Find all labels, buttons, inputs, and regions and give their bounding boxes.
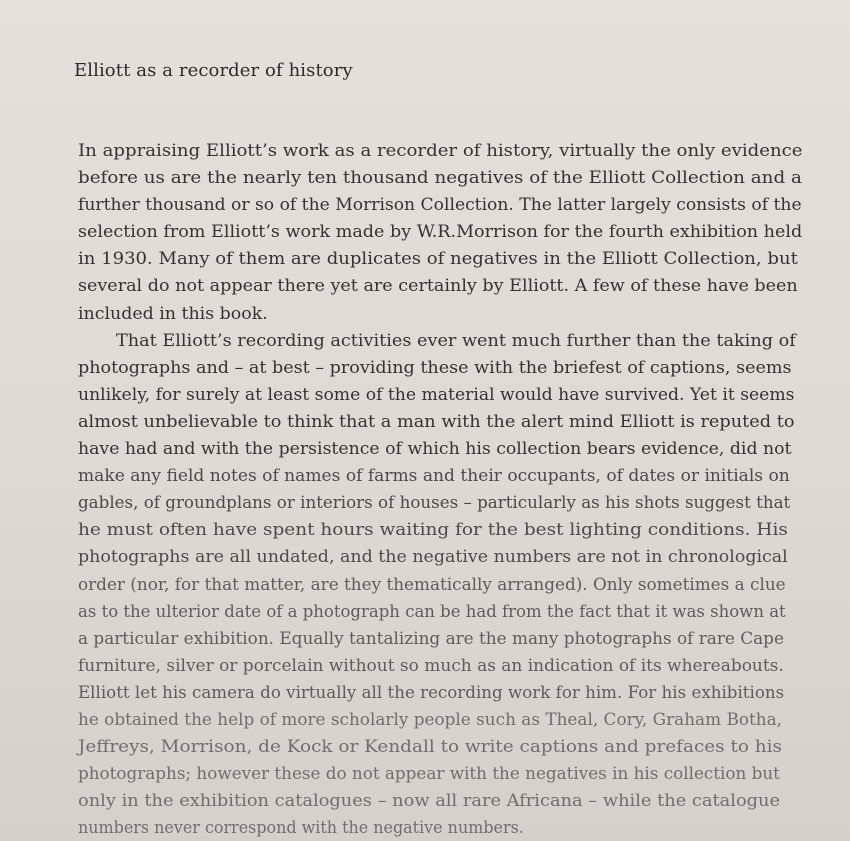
text-line: several do not appear there yet are certainly by Elliott. A few of these have been	[78, 276, 798, 297]
text-line: photographs and – at best – providing these with the briefest of captions, seems	[78, 357, 792, 378]
text-line: make any field notes of names of farms and their occupants, of dates or initials on	[78, 466, 790, 487]
text-line: have had and with the persistence of which his collection bears evidence, did not	[78, 439, 792, 460]
text-line: almost unbelievable to think that a man with the alert mind Elliott is reputed to	[78, 411, 795, 432]
text-line: Elliott let his camera do virtually all the recording work for him. For his exhibitions	[78, 682, 785, 703]
text-line: included in this book.	[78, 303, 268, 324]
text-line: In appraising Elliott’s work as a recorder of history, virtually the only evidence	[78, 141, 803, 161]
text-line: a particular exhibition. Equally tantalizing are the many photographs of rare Cape	[78, 628, 784, 649]
text-line: furniture, silver or porcelain without so much as an indication of its whereabouts.	[78, 655, 784, 676]
text-line: in 1930. Many of them are duplicates of negatives in the Elliott Collection, but	[78, 249, 798, 270]
body-text	[78, 138, 808, 841]
text-line: only in the exhibition catalogues – now all rare Africana – while the catalogue	[78, 791, 781, 812]
text-line: unlikely, for surely at least some of the material would have survived. Yet it seems	[78, 384, 795, 405]
text-line: photographs are all undated, and the negative numbers are not in chronological	[78, 547, 788, 568]
text-line: order (nor, for that matter, are they thematically arranged). Only sometimes a clue	[78, 574, 786, 595]
text-line: he must often have spent hours waiting for the best lighting conditions. His	[78, 520, 788, 541]
text-line: as to the ulterior date of a photograph can be had from the fact that it was shown at	[78, 601, 786, 622]
text-line: photographs; however these do not appear with the negatives in his collection but	[78, 764, 780, 785]
text-line: selection from Elliott’s work made by W.R.Morrison for the fourth exhibition held	[78, 222, 803, 243]
text-line: That Elliott’s recording activities ever went much further than the taking of	[116, 330, 796, 351]
text-line: Jeffreys, Morrison, de Kock or Kendall to write captions and prefaces to his	[78, 737, 783, 758]
text-line: before us are the nearly ten thousand negatives of the Elliott Collection and a	[78, 168, 802, 189]
text-line: gables, of groundplans or interiors of houses – particularly as his shots suggest that	[78, 493, 791, 514]
text-line: he obtained the help of more scholarly people such as Theal, Cory, Graham Botha,	[78, 709, 783, 730]
text-line: numbers never correspond with the negative numbers.	[78, 818, 524, 839]
section-heading: Elliott as a recorder of history	[74, 60, 353, 81]
text-line: further thousand or so of the Morrison Collection. The latter largely consists of the	[78, 195, 802, 216]
